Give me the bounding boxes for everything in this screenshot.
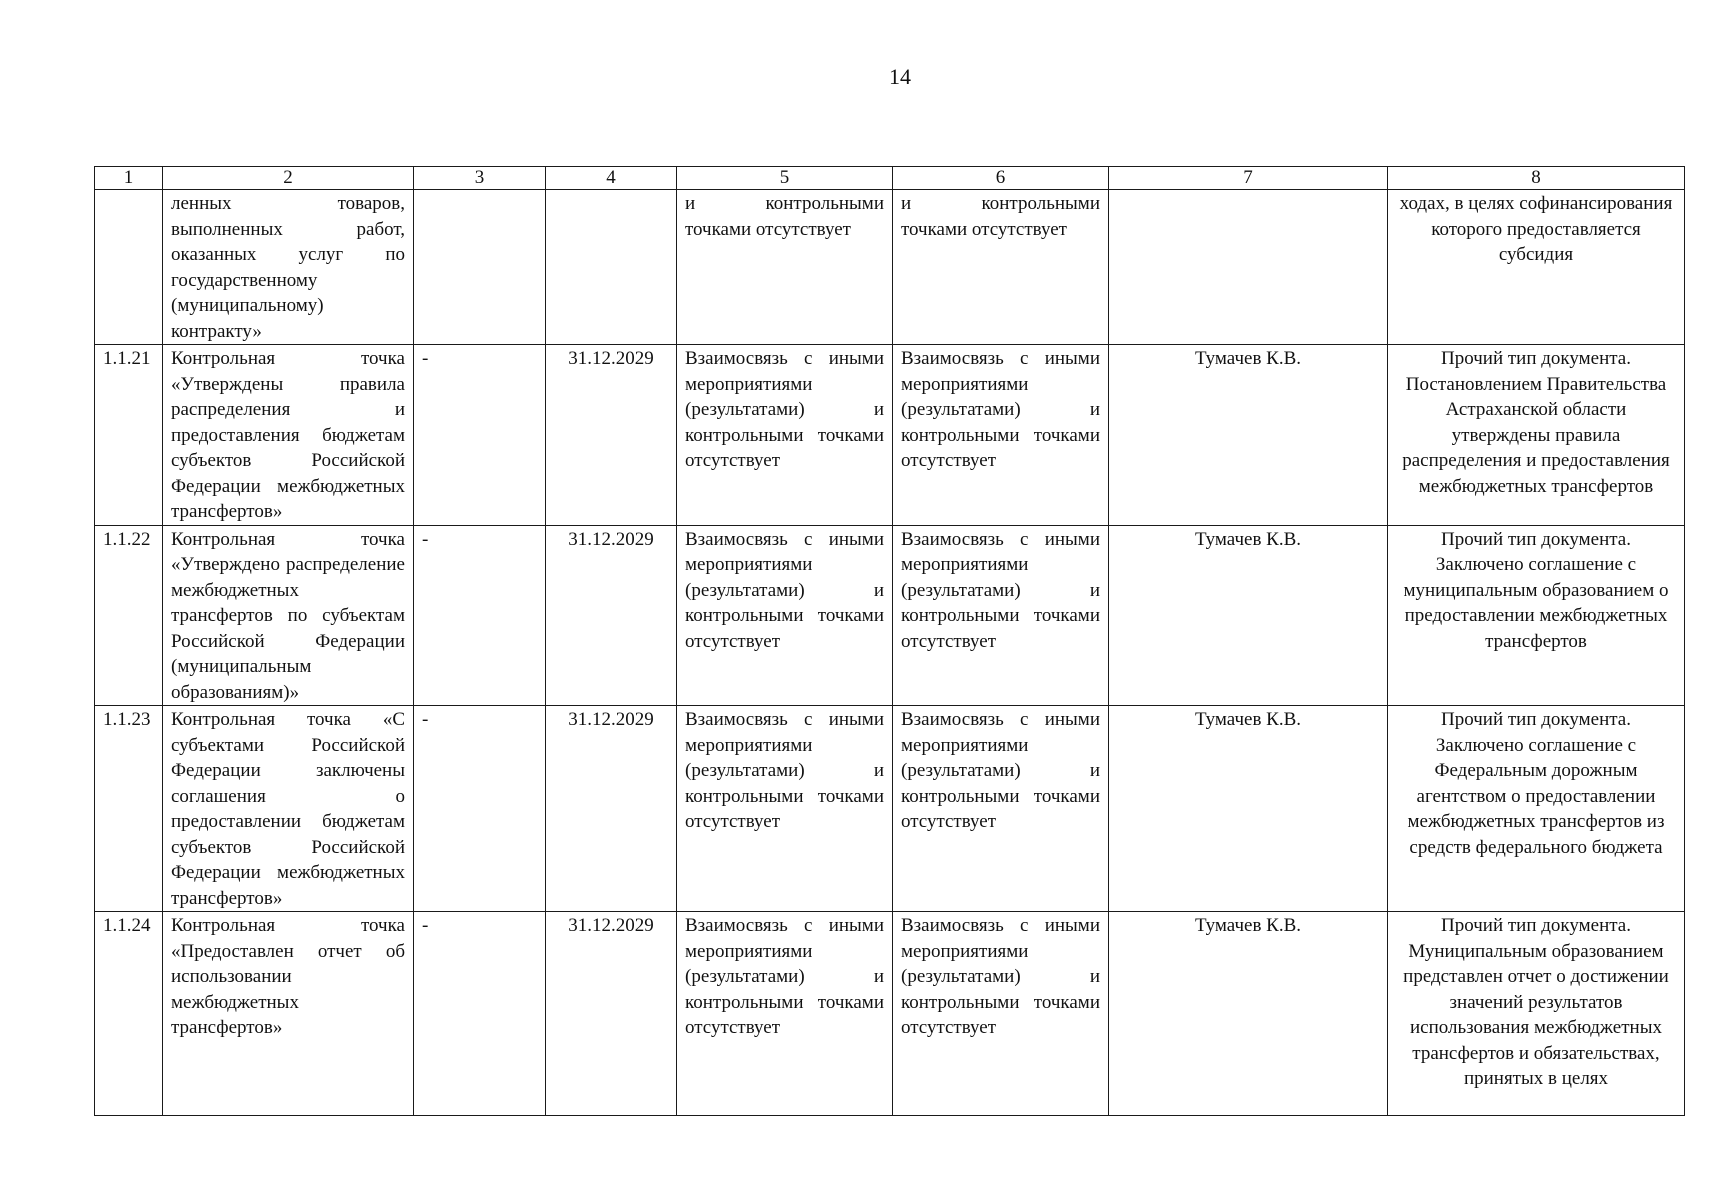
row-number: 1.1.22 xyxy=(95,525,163,706)
column-3-value: - xyxy=(414,525,546,706)
column-3-value xyxy=(414,190,546,345)
relation-column-6: Взаимосвязь с иными мероприятиями (результатами) и контрольными точками отсутствует xyxy=(893,706,1109,912)
deadline-date: 31.12.2029 xyxy=(546,912,677,1116)
row-number: 1.1.21 xyxy=(95,345,163,526)
control-point-name: Контрольная точка «С субъектами Российской Федерации заключены соглашения о предоставлении бюджетам субъектов Российской Федерации межбюджетных трансфертов» xyxy=(163,706,414,912)
page-number: 14 xyxy=(889,64,911,89)
control-point-name: ленных товаров, выполненных работ, оказанных услуг по государственному (муниципальному) контракту» xyxy=(163,190,414,345)
column-header-8: 8 xyxy=(1388,167,1685,190)
responsible-person: Тумачев К.В. xyxy=(1109,345,1388,526)
relation-column-5: Взаимосвязь с иными мероприятиями (результатами) и контрольными точками отсутствует xyxy=(677,912,893,1116)
column-header-3: 3 xyxy=(414,167,546,190)
document-type: Прочий тип документа. Муниципальным образованием представлен отчет о достижении значений результатов использования межбюджетных трансфертов и обязательствах, принятых в целях xyxy=(1388,912,1685,1116)
relation-column-5: Взаимосвязь с иными мероприятиями (результатами) и контрольными точками отсутствует xyxy=(677,345,893,526)
relation-column-6: Взаимосвязь с иными мероприятиями (результатами) и контрольными точками отсутствует xyxy=(893,912,1109,1116)
column-3-value: - xyxy=(414,912,546,1116)
control-point-name: Контрольная точка «Утверждено распределение межбюджетных трансфертов по субъектам Российской Федерации (муниципальным образованиям)» xyxy=(163,525,414,706)
column-3-value: - xyxy=(414,706,546,912)
column-header-6: 6 xyxy=(893,167,1109,190)
row-number xyxy=(95,190,163,345)
relation-column-6: Взаимосвязь с иными мероприятиями (результатами) и контрольными точками отсутствует xyxy=(893,345,1109,526)
column-header-7: 7 xyxy=(1109,167,1388,190)
table-row xyxy=(95,706,1685,912)
relation-column-6: и контрольными точками отсутствует xyxy=(893,190,1109,345)
table-row xyxy=(95,912,1685,1116)
column-header-4: 4 xyxy=(546,167,677,190)
document-type: Прочий тип документа. Постановлением Правительства Астраханской области утверждены правила распределения и предоставления межбюджетных трансфертов xyxy=(1388,345,1685,526)
table-row xyxy=(95,345,1685,526)
row-number: 1.1.23 xyxy=(95,706,163,912)
control-points-table xyxy=(94,166,1685,1116)
column-header-2: 2 xyxy=(163,167,414,190)
table-row xyxy=(95,525,1685,706)
responsible-person: Тумачев К.В. xyxy=(1109,525,1388,706)
deadline-date: 31.12.2029 xyxy=(546,706,677,912)
control-point-name: Контрольная точка «Предоставлен отчет об использовании межбюджетных трансфертов» xyxy=(163,912,414,1116)
document-type: Прочий тип документа. Заключено соглашение с Федеральным дорожным агентством о предоставлении межбюджетных трансфертов из средств федерального бюджета xyxy=(1388,706,1685,912)
deadline-date: 31.12.2029 xyxy=(546,345,677,526)
column-header-1: 1 xyxy=(95,167,163,190)
table-row xyxy=(95,190,1685,345)
relation-column-5: Взаимосвязь с иными мероприятиями (результатами) и контрольными точками отсутствует xyxy=(677,706,893,912)
responsible-person xyxy=(1109,190,1388,345)
relation-column-5: Взаимосвязь с иными мероприятиями (результатами) и контрольными точками отсутствует xyxy=(677,525,893,706)
relation-column-5: и контрольными точками отсутствует xyxy=(677,190,893,345)
deadline-date: 31.12.2029 xyxy=(546,525,677,706)
column-3-value: - xyxy=(414,345,546,526)
relation-column-6: Взаимосвязь с иными мероприятиями (результатами) и контрольными точками отсутствует xyxy=(893,525,1109,706)
column-number-header xyxy=(95,167,1685,190)
document-type: ходах, в целях софинансирования которого предоставляется субсидия xyxy=(1388,190,1685,345)
column-header-5: 5 xyxy=(677,167,893,190)
responsible-person: Тумачев К.В. xyxy=(1109,706,1388,912)
control-point-name: Контрольная точка «Утверждены правила распределения и предоставления бюджетам субъектов Российской Федерации межбюджетных трансфертов» xyxy=(163,345,414,526)
row-number: 1.1.24 xyxy=(95,912,163,1116)
responsible-person: Тумачев К.В. xyxy=(1109,912,1388,1116)
document-type: Прочий тип документа. Заключено соглашение с муниципальным образованием о предоставлении межбюджетных трансфертов xyxy=(1388,525,1685,706)
deadline-date xyxy=(546,190,677,345)
